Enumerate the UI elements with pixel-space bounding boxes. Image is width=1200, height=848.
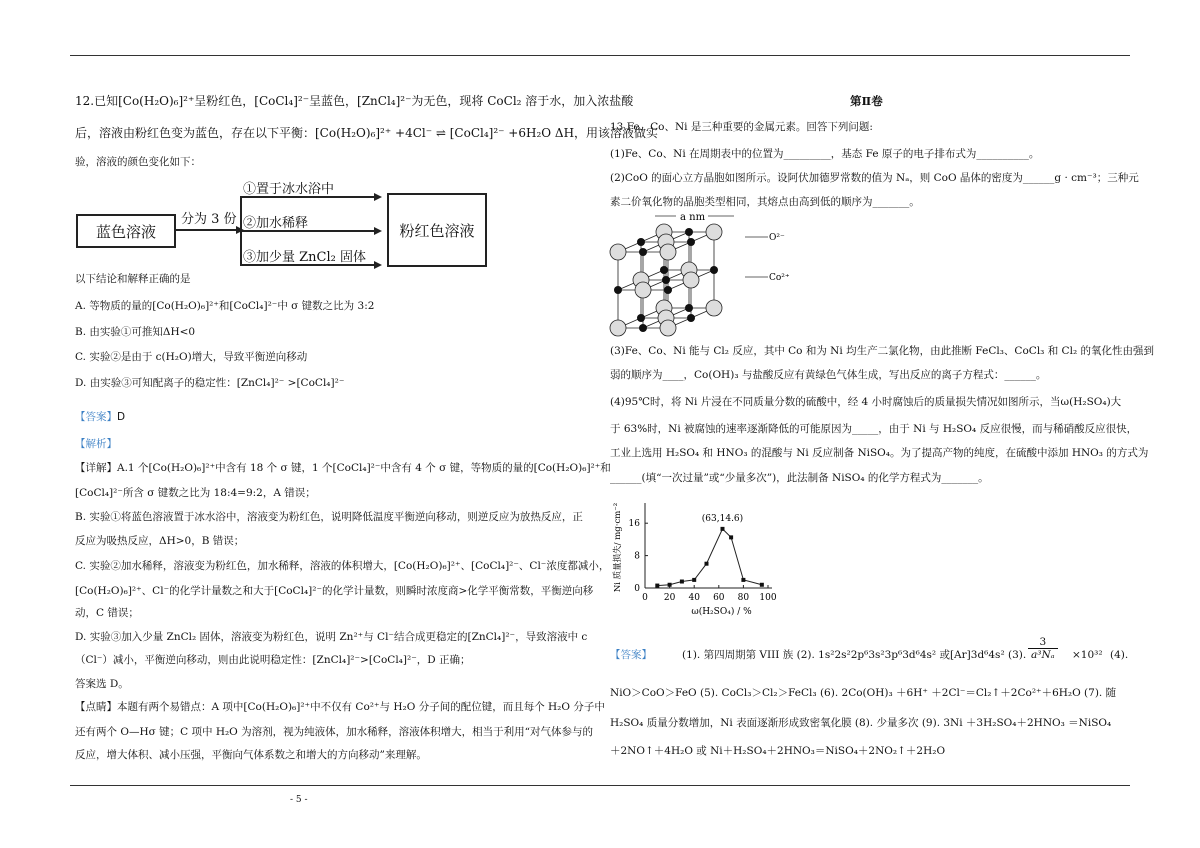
oxide-ion bbox=[610, 320, 626, 336]
data-point bbox=[720, 527, 724, 531]
q13-part1: (1)Fe、Co、Ni 在周期表中的位置为_________，基态 Fe 原子的电子排布式为__________。 bbox=[610, 148, 1040, 160]
oxide-ion bbox=[706, 300, 722, 316]
cobalt-ion bbox=[637, 314, 645, 322]
q13-part3-cont: 弱的顺序为____，Co(OH)₃ 与盐酸反应有黄绿色气体生成，写出反应的离子方程式：______。 bbox=[610, 369, 1047, 381]
cobalt-ion bbox=[685, 228, 693, 236]
ni-mass-loss-chart bbox=[600, 495, 790, 630]
option-d: D. 由实验③可知配离子的稳定性：[ZnCl₄]²⁻ >[CoCl₄]²⁻ bbox=[75, 377, 345, 389]
x-tick-label: 40 bbox=[688, 593, 700, 603]
flow-end-box: 粉红色溶液 bbox=[387, 193, 487, 267]
explanation-line: 【点睛】本题有两个易错点：A 项中[Co(H₂O)₆]²⁺中不仅有 Co²⁺与 H₂O 分子间的配位键，而且每个 H₂O 分子中 bbox=[75, 701, 605, 713]
series-line bbox=[657, 529, 762, 586]
q13-part2: (2)CoO 的面心立方晶胞如图所示。设阿伏加德罗常数的值为 Nₐ，则 CoO 晶体的密度为______g · cm⁻³；三种元 bbox=[610, 172, 1139, 184]
cobalt-ion bbox=[614, 286, 622, 294]
oxide-ion bbox=[635, 282, 651, 298]
answer-value: D bbox=[117, 411, 126, 423]
cobalt-ion bbox=[639, 248, 647, 256]
data-point bbox=[729, 535, 733, 539]
flow-step-2: ②加水稀释 bbox=[243, 216, 309, 231]
explanation-line: [Co(H₂O)₆]²⁺、Cl⁻的化学计量数之和大于[CoCl₄]²⁻的化学计量数，则瞬时浓度商>化学平衡常数，平衡逆向移 bbox=[75, 585, 594, 597]
q13-answer-line3: H₂SO₄ 质量分数增加，Ni 表面逐渐形成致密氧化膜 (8). 少量多次 (9). 3Ni ＋3H₂SO₄＋2HNO₃ ＝NiSO₄ bbox=[610, 717, 1112, 729]
cobalt-ion bbox=[639, 324, 647, 332]
q12-stem-line2: 后，溶液由粉红色变为蓝色，存在以下平衡：[Co(H₂O)₆]²⁺ +4Cl⁻ ⇌ [CoCl₄]²⁻ +6H₂O ΔH，用该溶液做实 bbox=[75, 126, 659, 140]
answer-parts-1-3: (1). 第四周期第 VIII 族 (2). 1s²2s²2p⁶3s²3p⁶3d⁶4s² 或[Ar]3d⁶4s² (3). bbox=[682, 649, 1027, 661]
x-tick-label: 20 bbox=[663, 593, 676, 603]
cation-label: Co²⁺ bbox=[769, 273, 790, 283]
x-tick-label: 100 bbox=[759, 593, 777, 603]
data-point bbox=[655, 584, 659, 588]
section-title: 第Ⅱ卷 bbox=[850, 94, 883, 108]
flow-split-label: 分为 3 份 bbox=[181, 212, 237, 227]
explanation-line: 还有两个 O—Hσ 键；C 项中 H₂O 为溶剂，视为纯液体，加水稀释，溶液体积增大，相当于利用“对气体参与的 bbox=[75, 726, 593, 738]
coo-crystal-cell-diagram bbox=[600, 210, 790, 340]
x-axis-label: ω(H₂SO₄) / % bbox=[691, 607, 752, 617]
q13-part3: (3)Fe、Co、Ni 能与 Cl₂ 反应，其中 Co 和为 Ni 均生产二氯化物，由此推断 FeCl₃、CoCl₃ 和 Cl₂ 的氧化性由强到 bbox=[610, 345, 1154, 357]
q13-part4-cont2: 工业上选用 H₂SO₄ 和 HNO₃ 的混酸与 Ni 反应制备 NiSO₄。为了提高产物的纯度，在硫酸中添加 HNO₃ 的方式为 bbox=[610, 447, 1149, 459]
cobalt-ion bbox=[687, 314, 695, 322]
explanation-line: 反应为吸热反应，ΔH>0，B 错误； bbox=[75, 535, 245, 547]
option-b: B. 由实验①可推知ΔH<0 bbox=[75, 326, 196, 338]
answer-tag: 【答案】 bbox=[610, 649, 652, 661]
flow-start-box: 蓝色溶液 bbox=[76, 214, 176, 248]
cobalt-ion bbox=[687, 238, 695, 246]
explanation-line: 【详解】A.1 个[Co(H₂O)₆]²⁺中含有 18 个 σ 键，1 个[CoCl₄]²⁻中含有 4 个 σ 键，等物质的量的[Co(H₂O)₆]²⁺和 bbox=[75, 462, 611, 474]
explanation-line: 动，C 错误； bbox=[75, 607, 139, 619]
y-tick-label: 16 bbox=[628, 519, 640, 530]
x-tick-label: 0 bbox=[642, 593, 648, 603]
cobalt-ion bbox=[660, 266, 668, 274]
explanation-line: D. 实验③加入少量 ZnCl₂ 固体，溶液变为粉红色，说明 Zn²⁺与 Cl⁻结合成更稳定的[ZnCl₄]²⁻，导致溶液中 c bbox=[75, 631, 588, 643]
q13-answer-line4: ＋2NO↑＋4H₂O 或 Ni＋H₂SO₄＋2HNO₃＝NiSO₄＋2NO₂↑＋2H₂O bbox=[610, 745, 946, 757]
answer-row bbox=[75, 410, 125, 424]
q13-answer-line2: NiO＞CoO＞FeO (5). CoCl₃＞Cl₂＞FeCl₃ (6). 2Co(OH)₃ ＋6H⁺ ＋2Cl⁻＝Cl₂↑＋2Co²⁺＋6H₂O (7). 随 bbox=[610, 687, 1117, 699]
q13-intro: 13.Fe、Co、Ni 是三种重要的金属元素。回答下列问题: bbox=[610, 121, 873, 133]
y-tick-label: 8 bbox=[634, 551, 640, 562]
answer3-multiplier: ×10³² bbox=[1072, 649, 1103, 661]
data-point bbox=[741, 578, 745, 582]
fraction-denominator: a³Nₐ bbox=[1028, 648, 1058, 661]
data-point bbox=[705, 562, 709, 566]
oxide-ion bbox=[660, 320, 676, 336]
answer-tag: 【答案】 bbox=[75, 411, 117, 423]
explanation-line: 反应，增大体积、减小压强，平衡向气体系数之和增大的方向移动”来理解。 bbox=[75, 749, 427, 761]
x-tick-label: 60 bbox=[713, 593, 725, 603]
explanation-line: 答案选 D。 bbox=[75, 678, 129, 690]
q12-stem-line1: 12.已知[Co(H₂O)₆]²⁺呈粉红色，[CoCl₄]²⁻呈蓝色，[ZnCl₄]²⁻为无色，现将 CoCl₂ 溶于水，加入浓盐酸 bbox=[75, 94, 634, 108]
y-tick-label: 0 bbox=[634, 584, 640, 594]
answer4-label: (4). bbox=[1110, 649, 1129, 661]
analysis-tag: 【解析】 bbox=[75, 438, 117, 450]
explanation-line: B. 实验①将蓝色溶液置于冰水浴中，溶液变为粉红色，说明降低温度平衡逆向移动，则逆反应为放热反应，正 bbox=[75, 511, 583, 523]
q13-part4-cont3: ______(填“一次过量”或“少量多次”)，此法制备 NiSO₄ 的化学方程式为_______。 bbox=[610, 472, 989, 484]
data-point bbox=[680, 580, 684, 584]
anion-label: O²⁻ bbox=[769, 233, 785, 243]
q13-part2-cont: 素二价氧化物的晶胞类型相同，其熔点由高到低的顺序为_______。 bbox=[610, 196, 920, 208]
answer3-fraction bbox=[1028, 636, 1058, 661]
q13-part4: (4)95℃时，将 Ni 片浸在不同质量分数的硫酸中，经 4 小时腐蚀后的质量损失情况如图所示，当ω(H₂SO₄)大 bbox=[610, 396, 1122, 408]
data-point bbox=[760, 583, 764, 587]
oxide-ion bbox=[683, 272, 699, 288]
q12-stem-line3: 验，溶液的颜色变化如下： bbox=[75, 156, 201, 168]
q13-part4-cont1: 于 63%时，Ni 被腐蚀的速率逐渐降低的可能原因为_____，由于 Ni 与 H₂SO₄ 反应很慢，而与稀硝酸反应很快， bbox=[610, 423, 1138, 435]
cobalt-ion bbox=[710, 266, 718, 274]
oxide-ion bbox=[706, 224, 722, 240]
option-a: A. 等物质的量的[Co(H₂O)₆]²⁺和[CoCl₄]²⁻中 σ 键数之比为 3:2 bbox=[75, 300, 375, 312]
q13-answer-line1 bbox=[610, 648, 1026, 662]
oxide-ion bbox=[660, 244, 676, 260]
flow-step-1: ①置于冰水浴中 bbox=[243, 182, 335, 197]
data-point bbox=[668, 583, 672, 587]
data-point bbox=[692, 578, 696, 582]
flow-step-3: ③加少量 ZnCl₂ 固体 bbox=[243, 250, 366, 265]
y-axis-label: Ni 质量损失/ mg·cm⁻² bbox=[613, 502, 623, 593]
page-number: - 5 - bbox=[290, 795, 308, 805]
explanation-line: [CoCl₄]²⁻所含 σ 键数之比为 18:4=9:2，A 错误； bbox=[75, 487, 316, 499]
edge-label: a nm bbox=[680, 212, 706, 223]
fraction-numerator: 3 bbox=[1039, 636, 1047, 648]
q12-prompt: 以下结论和解释正确的是 bbox=[75, 273, 191, 285]
bottom-rule bbox=[70, 785, 1130, 786]
explanation-line: （Cl⁻）减小，平衡逆向移动，则由此说明稳定性：[ZnCl₄]²⁻>[CoCl₄]²⁻，D 正确； bbox=[75, 654, 471, 666]
explanation-line: C. 实验②加水稀释，溶液变为粉红色，加水稀释，溶液的体积增大，[Co(H₂O)₆]²⁺、[CoCl₄]²⁻、Cl⁻浓度都减小， bbox=[75, 560, 610, 572]
peak-annotation: (63,14.6) bbox=[701, 513, 744, 524]
cobalt-ion bbox=[662, 276, 670, 284]
top-rule bbox=[70, 55, 1130, 56]
x-tick-label: 80 bbox=[737, 593, 750, 603]
cobalt-ion bbox=[685, 304, 693, 312]
oxide-ion bbox=[610, 244, 626, 260]
option-c: C. 实验②是由于 c(H₂O)增大，导致平衡逆向移动 bbox=[75, 351, 308, 363]
cobalt-ion bbox=[664, 286, 672, 294]
flow-split-line bbox=[174, 229, 242, 231]
cobalt-ion bbox=[637, 238, 645, 246]
